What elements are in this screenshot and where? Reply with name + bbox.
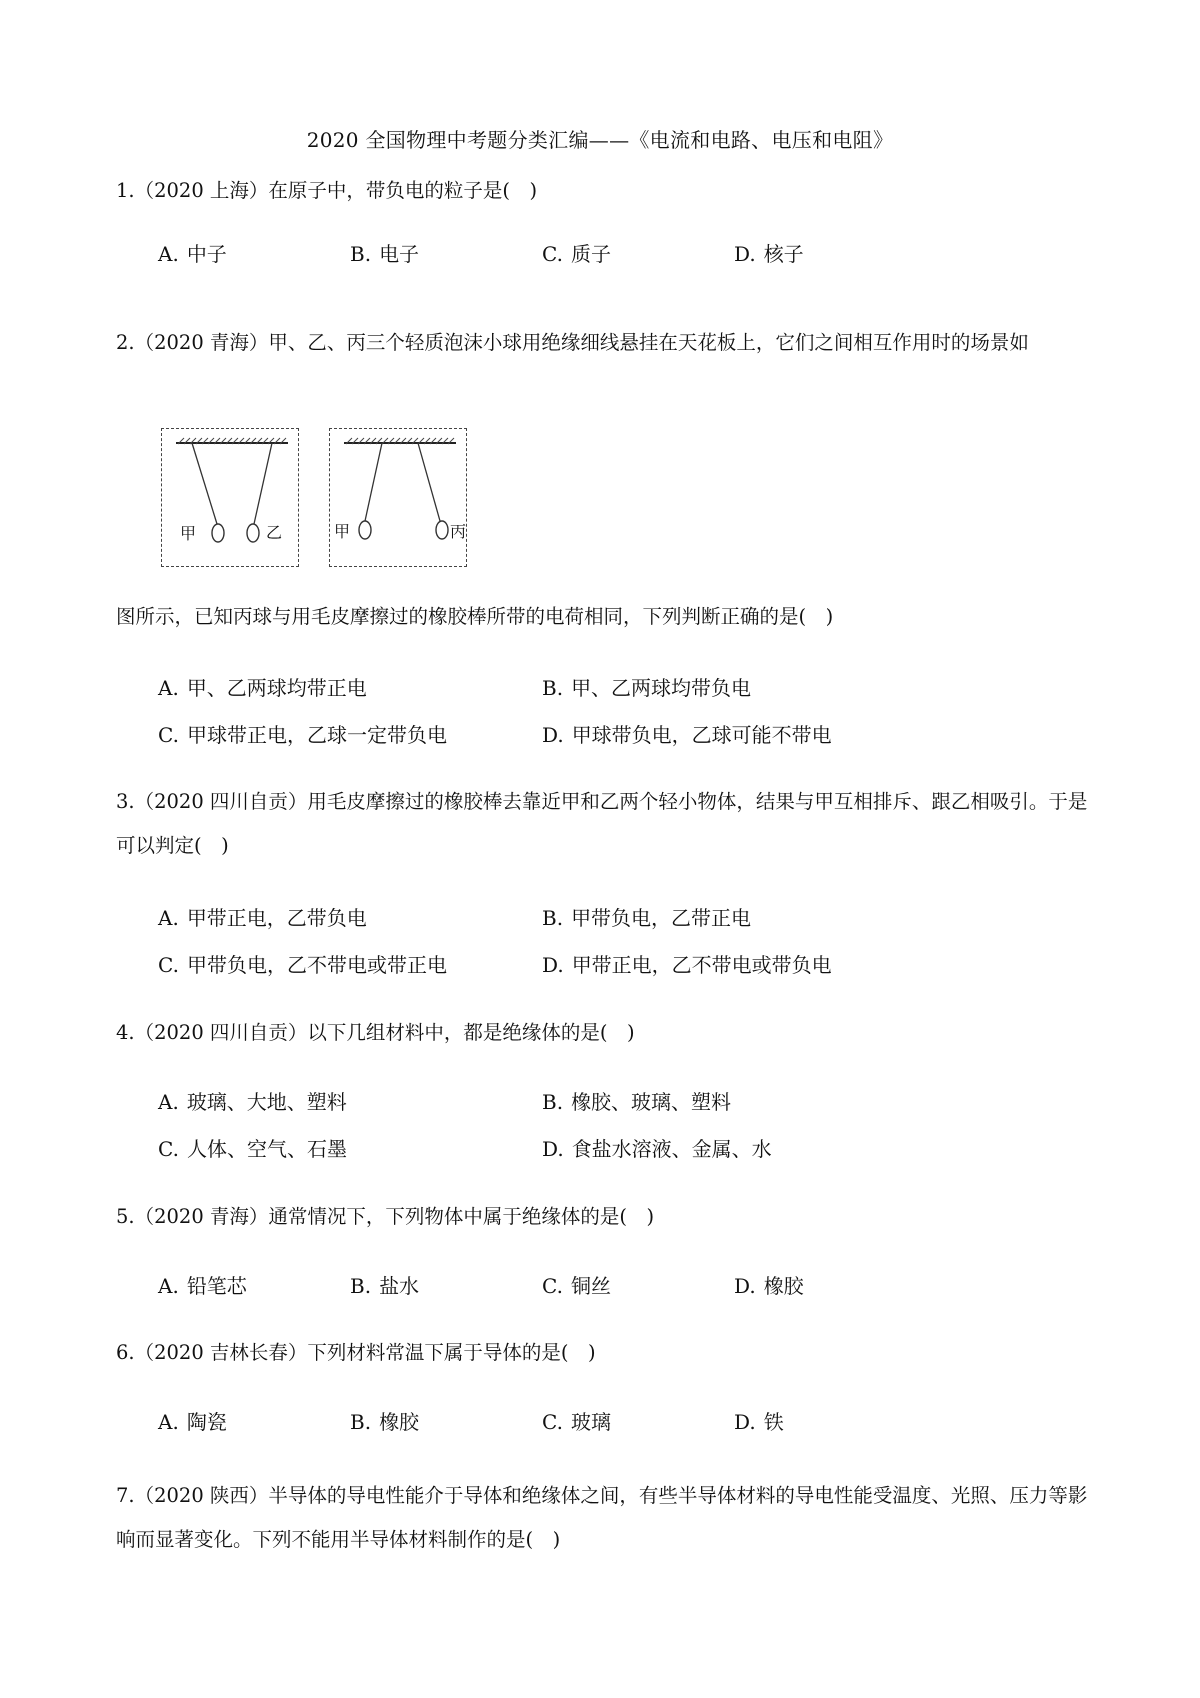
option-d: D. 铁 <box>734 1410 784 1434</box>
document-title: 2020 全国物理中考题分类汇编——《电流和电路、电压和电阻》 <box>306 128 894 152</box>
figure-panel-left <box>161 428 299 567</box>
option-d: D. 甲带正电，乙不带电或带负电 <box>542 953 832 977</box>
option-c: C. 玻璃 <box>542 1410 611 1434</box>
option-a: A. 玻璃、大地、塑料 <box>158 1090 347 1114</box>
option-b: B. 甲、乙两球均带负电 <box>542 676 752 700</box>
option-b: B. 橡胶、玻璃、塑料 <box>542 1090 732 1114</box>
question-2-text-line2: 图所示，已知丙球与用毛皮摩擦过的橡胶棒所带的电荷相同，下列判断正确的是( ) <box>116 605 834 628</box>
option-c: C. 铜丝 <box>542 1274 611 1298</box>
question-1-text: 1.（2020 上海）在原子中，带负电的粒子是( ) <box>116 179 538 202</box>
ball-label-jia: 甲 <box>334 522 351 541</box>
option-a: A. 中子 <box>158 242 227 266</box>
option-d: D. 核子 <box>734 242 804 266</box>
question-5-text: 5.（2020 青海）通常情况下，下列物体中属于绝缘体的是( ) <box>116 1205 655 1228</box>
option-b: B. 橡胶 <box>350 1410 420 1434</box>
option-c: C. 甲球带正电，乙球一定带负电 <box>158 723 447 747</box>
option-a: A. 陶瓷 <box>158 1410 227 1434</box>
ball-label-bing: 丙 <box>450 522 467 541</box>
option-a: A. 甲带正电，乙带负电 <box>158 906 367 930</box>
option-b: B. 盐水 <box>350 1274 420 1298</box>
option-c: C. 甲带负电，乙不带电或带正电 <box>158 953 447 977</box>
question-6-text: 6.（2020 吉林长春）下列材料常温下属于导体的是( ) <box>116 1341 596 1364</box>
option-b: B. 电子 <box>350 242 420 266</box>
question-3-text: 3.（2020 四川自贡）用毛皮摩擦过的橡胶棒去靠近甲和乙两个轻小物体，结果与甲互相排斥、跟乙相吸引。于是可以判定( ) <box>116 790 1088 857</box>
ball-label-jia: 甲 <box>180 524 197 543</box>
suspended-balls-diagram <box>162 429 298 566</box>
question-2-text-line1: 2.（2020 青海）甲、乙、丙三个轻质泡沫小球用绝缘细线悬挂在天花板上，它们之间相互作用时的场景如 <box>116 331 1029 354</box>
option-d: D. 橡胶 <box>734 1274 804 1298</box>
option-a: A. 铅笔芯 <box>158 1274 247 1298</box>
option-a: A. 甲、乙两球均带正电 <box>158 676 367 700</box>
ball-label-yi: 乙 <box>266 523 283 542</box>
figure-panel-right <box>329 428 467 567</box>
option-c: C. 人体、空气、石墨 <box>158 1137 347 1161</box>
question-4-text: 4.（2020 四川自贡）以下几组材料中，都是绝缘体的是( ) <box>116 1021 635 1044</box>
suspended-balls-diagram <box>330 429 466 566</box>
option-c: C. 质子 <box>542 242 611 266</box>
option-b: B. 甲带负电，乙带正电 <box>542 906 752 930</box>
question-7-text: 7.（2020 陕西）半导体的导电性能介于导体和绝缘体之间，有些半导体材料的导电性能受温度、光照、压力等影响而显著变化。下列不能用半导体材料制作的是( ) <box>116 1484 1088 1551</box>
option-d: D. 甲球带负电，乙球可能不带电 <box>542 723 832 747</box>
option-d: D. 食盐水溶液、金属、水 <box>542 1137 772 1161</box>
